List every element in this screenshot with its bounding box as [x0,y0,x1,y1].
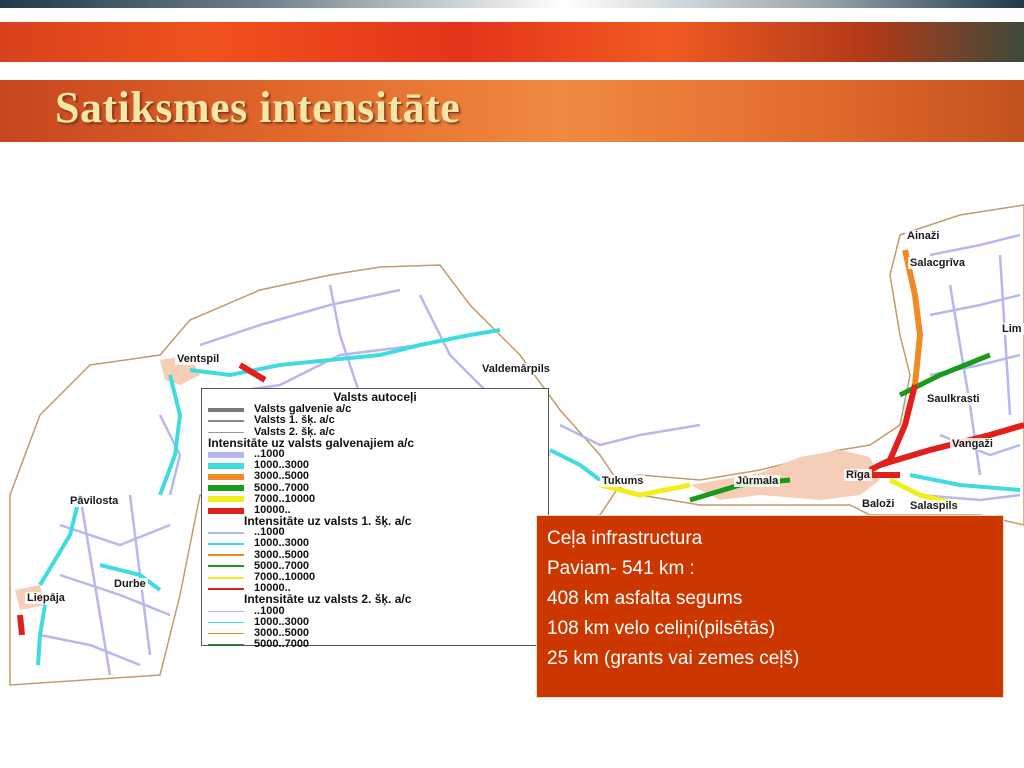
legend-main-label: 3000..5000 [254,470,310,483]
legend-title: Valsts autoceļi [333,390,417,404]
city-label-saulkrasti: Saulkrasti [927,393,980,405]
city-label-liepaja: Liepāja [27,592,65,604]
legend-main-label: 10000.. [254,503,291,516]
info-line: Paviam- 541 km : [547,558,695,579]
legend-main-swatch [208,463,244,469]
legend-main-swatch [208,452,244,458]
legend-swatch [208,432,244,433]
legend-first-class-swatch [208,554,244,556]
legend-road-type-row [208,415,542,426]
legend-main-label: ..1000 [254,447,285,460]
legend-swatch [208,420,244,422]
info-line: 108 km velo celiņi(pilsētās) [547,618,776,639]
legend-first-class-swatch [208,577,244,579]
legend-label: Valsts 1. šķ. a/c [254,414,335,427]
legend-heading-first-class: Intensitāte uz valsts 1. šķ. a/c [244,514,412,529]
header-top-stripe [0,0,1024,8]
city-label-salaspils: Salaspils [910,500,958,512]
legend-heading-second-class: Intensitāte uz valsts 2. šķ. a/c [244,592,412,607]
legend-second-class-label: 1000..3000 [254,615,310,628]
city-label-valdemarpils: Valdemārpils [482,363,550,375]
legend-second-class-swatch [208,633,244,634]
legend-second-class-label: 5000..7000 [254,638,310,651]
legend-main-swatch [208,508,244,514]
legend-second-class-swatch [208,622,244,623]
header-decor-band [0,22,1024,62]
legend-swatch [208,408,244,412]
legend-first-class-label: 1000..3000 [254,537,310,550]
infrastructure-info-box [536,515,1004,698]
legend-first-class-label: 7000..10000 [254,571,316,584]
legend-first-class-swatch [208,543,244,545]
info-line: 408 km asfalta segums [547,588,743,609]
legend-main-label: 1000..3000 [254,459,310,472]
city-label-durbe: Durbe [114,578,146,590]
legend-first-class-swatch [208,532,244,534]
legend-main-swatch [208,474,244,480]
legend-label: Valsts galvenie a/c [254,403,352,416]
header-gap [0,68,1024,74]
city-label-pavilosta: Pāvilosta [70,495,119,507]
legend-main-swatch [208,485,244,491]
legend-second-class-label: ..1000 [254,604,285,617]
legend-first-class-swatch [208,565,244,567]
legend-second-class-swatch [208,644,244,645]
city-label-tukums: Tukums [602,475,644,487]
city-label-ainazi: Ainaži [907,230,940,242]
legend-second-class-label: 3000..5000 [254,627,310,639]
legend-heading-main: Intensitāte uz valsts galvenajiem a/c [208,435,415,450]
legend-main-swatch [208,496,244,502]
slide-title: Satiksmes intensitāte [55,83,461,132]
legend-first-class-label: ..1000 [254,526,285,539]
legend-label: Valsts 2. šķ. a/c [254,425,335,438]
map-legend [201,388,549,651]
legend-first-class-label: 3000..5000 [254,548,310,561]
city-label-ventspils: Ventspil [177,353,220,365]
legend-first-class-swatch [208,588,244,590]
legend-first-class-label: 10000.. [254,582,291,595]
legend-first-class-label: 5000..7000 [254,559,310,572]
legend-second-class-swatch [208,611,244,612]
city-label-lim: Lim [1002,323,1022,335]
city-label-jurmala: Jūrmala [736,475,779,487]
legend-first-class-row [208,538,542,549]
legend-second-class-row [208,639,542,650]
legend-main-row [208,471,542,482]
city-label-balozi: Baloži [862,498,895,510]
city-label-salacgriva: Salacgrīva [910,257,966,269]
info-line: Ceļa infrastructura [547,528,703,549]
info-line: 25 km (grants vai zemes ceļš) [547,648,800,669]
legend-main-label: 5000..7000 [254,481,310,494]
legend-main-label: 7000..10000 [254,492,316,505]
city-label-vangazi: Vangaži [952,438,993,450]
city-label-riga: Rīga [846,469,870,481]
